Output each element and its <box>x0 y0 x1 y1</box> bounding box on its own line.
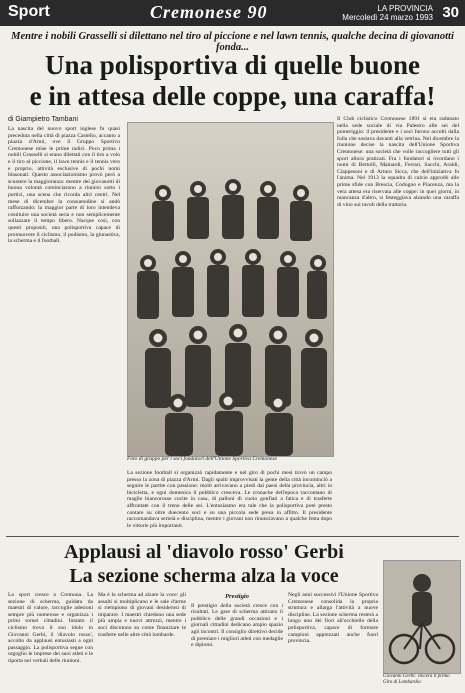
issue-date: Mercoledì 24 marzo 1993 <box>342 13 433 22</box>
second-column-3-wrapper <box>191 592 283 690</box>
second-column-3: Il prestigio della società cresce con i risultati. Le gare di scherma attirano il pubblico delle grandi occasioni e i giornali cittadini dedicano ampio spazio agli incontri. Il consiglio direttivo decide di premiare i migliori atleti con medaglie e diplomi. <box>191 602 283 649</box>
section-label: Sport <box>8 3 50 20</box>
article-byline: di Giampietro Tambani <box>8 116 78 123</box>
second-headline-line-2: La sezione scherma alza la voce <box>69 565 339 587</box>
headline-line-1: Una polisportiva di quelle buone <box>44 50 421 80</box>
masthead <box>0 0 465 26</box>
second-headline <box>34 540 374 588</box>
second-column-2: Ma è la scherma ad alzare la voce: gli assalti si moltiplicano e le sale d'arme si riempiono di giovani desiderosi di imparare. I maestri chiedono una sede più ampia e nuovi attrezzi, mentre i soci discutono su come finanziare le trasferte nelle altre città lombarde. <box>98 592 186 638</box>
paper-name: LA PROVINCIA <box>377 4 433 13</box>
cyclist-image <box>384 561 460 673</box>
headline-line-2: e in attesa delle coppe, una caraffa! <box>29 81 436 111</box>
section-divider <box>6 536 459 537</box>
group-photo-image <box>128 123 333 456</box>
group-photo-caption: Foto di gruppo per i soci fondatori dell'Unione Sportiva Cremonese <box>127 456 277 462</box>
article-headline <box>6 50 459 112</box>
group-photo <box>127 122 334 457</box>
page-number: 30 <box>442 4 459 21</box>
second-column-1: Lo sport cresce a Cremona. La sezione di scherma, guidata da maestri di valore, raccoglie adesioni sempre più numerose e organizza i primi tornei cittadini. Intanto il ciclismo trova il suo idolo in Giovanni Gerbi, il 'diavolo rosso', accolto da applausi entusiasti a ogni passaggio. La polisportiva segue con orgoglio le imprese dei suoi atleti e le riporta nei verbali delle riunioni. <box>8 592 93 664</box>
gerbi-photo-caption: Giovanni Gerbi: vincerà il primo Giro di Lombardia <box>383 674 450 685</box>
article-column-1: La nascita del nuovo sport inglese fu quasi preceduta nella città di piazza Castello, accanto a piazza d'Armi, ove il Gruppo Sportivo Cremonese mise le prime radici. Poco prima i nobili Grasselli si erano dilettati con il tiro a volo e il tiro al piccione, il lawn tennis e il tennis vero e proprio, attività esclusive di pochi nomi blasonati. Questo associazionismo provò però a scuotere la maggioranza: mentre dei giovanotti di buona volontà cominciarono a riunirsi sotto i portici, una scena che ricorda altri centri. Nel mese di dicembre la consuetudine si andò rafforzando: la maggior parte di loro intendeva costituire una società seria e non semplicemente sollazzare il tempo libero. Nacque così, con questi propositi, una polisportiva capace di promuovere il ciclismo, il podismo, la ginnastica, la scherma e il football. <box>8 126 120 245</box>
article-column-3: La sezione football si organizzò rapidamente e nel giro di pochi mesi trovò un campo presso la zona di piazza d'Armi. Dagli spalti improvvisati la gente della città incominciò a seguire le partite con passione: molti arrivavano a piedi dai paesi della provincia, altri in bicicletta, e ogni domenica il pubblico cresceva. Le cronache dell'epoca raccontano di maglie biancorosse cucite in casa, di palloni di cuoio gonfiati a fatica e di trasferte affrontate con il treno delle sei. L'entusiasmo era tale che la polisportiva poté presto contare su oltre duecento soci e su una piccola sede presa in affitto. Il presidente raccomandava serietà e disciplina, mentre i giovani non rinunciavano a qualche festa dopo le vittorie più importanti. <box>127 470 332 529</box>
gerbi-photo <box>383 560 461 674</box>
series-title: Cremonese 90 <box>150 2 268 22</box>
article-kicker: Mentre i nobili Grasselli si dilettano nel tiro al piccione e nel lawn tennis, qualche decina di giovanotti fonda... <box>11 31 454 53</box>
second-headline-line-1: Applausi al 'diavolo rosso' Gerbi <box>64 541 344 563</box>
paper-info <box>342 4 433 22</box>
second-column-4: Negli anni successivi l'Unione Sportiva Cremonese consolida la propria struttura e allarga l'attività a nuove discipline. La sezione scherma resterà a lungo uno dei fiori all'occhiello della polisportiva, capace di formare campioni apprezzati anche fuori provincia. <box>288 592 378 645</box>
article-column-2: Il Club ciclistico Cremonese 1891 si era radunato nella sede sociale di via Palestro alle sei del pomeriggio: il presidente e i soci furono accolti dalla folla che sostava davanti alla vetrina. Nel dicembre la riunione decise la nascita dell'Unione Sportiva Cremonese: una società che volle raccogliere tutti gli sport allora praticati. Fra i fondatori si ricordano i nomi di Bertolli, Mainardi, Ferrari, Sacchi, Araldi, Ciappesoni e di Arturo Sicca, che dell'iniziativa fu l'anima. Nel 1913 la squadra di calcio approdò alle prime sfide con Brescia, Codogno e Piacenza, ma la vera attesa era riservata alle coppe: in quei giorni, in mancanza d'altro, si festeggiava alzando una caraffa di vino sui tavoli della trattoria. <box>337 116 459 208</box>
subhead-prestigio: Prestigio <box>225 593 249 600</box>
